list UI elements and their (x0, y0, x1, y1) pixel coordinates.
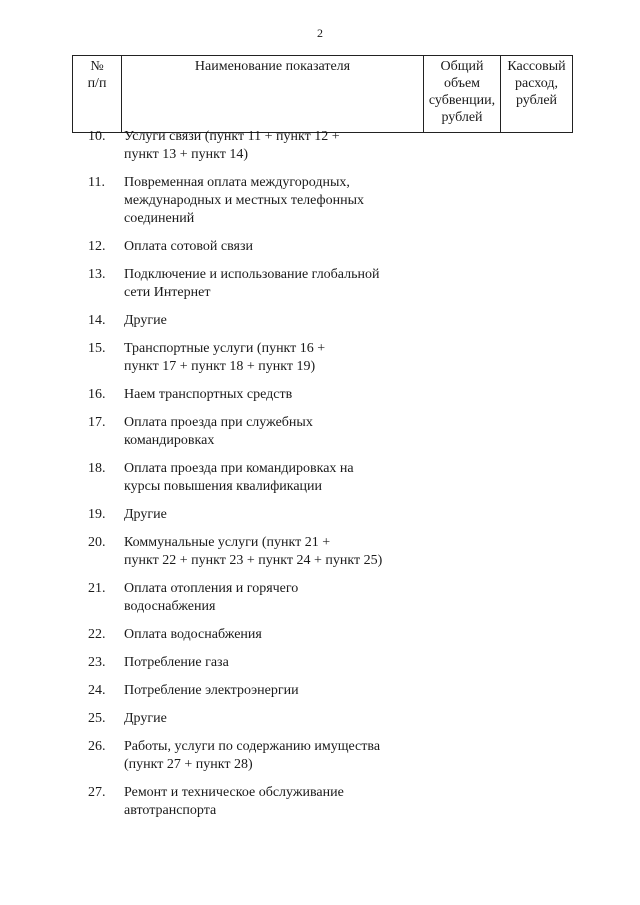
row-number: 18. (88, 461, 106, 476)
row-indicator-name (110, 710, 400, 728)
row-indicator-line: курсы повышения квалификации (124, 479, 323, 494)
header-col-total-subvention: Общий объем субвенции, рублей (424, 56, 501, 133)
row-indicator-line: соединений (124, 211, 195, 226)
row-indicator-line: (пункт 27 + пункт 28) (124, 757, 253, 772)
row-number: 27. (88, 785, 106, 800)
row-number: 20. (88, 535, 106, 550)
row-number: 22. (88, 627, 106, 642)
row-number: 13. (88, 267, 106, 282)
row-number: 25. (88, 711, 106, 726)
row-indicator-line: Другие (124, 711, 167, 726)
table-row (0, 506, 640, 524)
row-number: 16. (88, 387, 106, 402)
row-indicator-line: Оплата отопления и горячего (124, 581, 299, 596)
row-number: 11. (88, 175, 105, 190)
row-indicator-name (110, 784, 400, 820)
row-indicator-line: командировках (124, 433, 215, 448)
row-indicator-line: Потребление электроэнергии (124, 683, 299, 698)
indicator-list (0, 128, 640, 830)
row-indicator-line: Подключение и использование глобальной (124, 267, 380, 282)
row-indicator-name (110, 266, 400, 302)
row-indicator-line: Оплата проезда при командировках на (124, 461, 354, 476)
row-indicator-line: Наем транспортных средств (124, 387, 293, 402)
row-indicator-line: водоснабжения (124, 599, 216, 614)
row-indicator-line: Услуги связи (пункт 11 + пункт 12 + (124, 129, 340, 144)
row-indicator-line: Оплата проезда при служебных (124, 415, 313, 430)
row-indicator-line: Транспортные услуги (пункт 16 + (124, 341, 326, 356)
row-indicator-name (110, 128, 400, 164)
page-number: 2 (317, 26, 323, 40)
row-number: 14. (88, 313, 106, 328)
table-row (0, 414, 640, 450)
row-indicator-name (110, 534, 400, 570)
row-number: 17. (88, 415, 106, 430)
table-row (0, 266, 640, 302)
row-indicator-name (110, 312, 400, 330)
row-indicator-line: сети Интернет (124, 285, 211, 300)
row-indicator-name (110, 386, 400, 404)
table-row (0, 784, 640, 820)
row-indicator-name (110, 506, 400, 524)
row-indicator-line: Другие (124, 313, 167, 328)
row-number: 19. (88, 507, 106, 522)
table-row (0, 460, 640, 496)
row-indicator-name (110, 414, 400, 450)
row-number: 26. (88, 739, 106, 754)
table-row (0, 340, 640, 376)
row-indicator-line: пункт 13 + пункт 14) (124, 147, 248, 162)
row-indicator-name (110, 682, 400, 700)
table-row (0, 682, 640, 700)
row-indicator-line: автотранспорта (124, 803, 217, 818)
row-number: 15. (88, 341, 106, 356)
row-indicator-line: пункт 22 + пункт 23 + пункт 24 + пункт 25) (124, 553, 383, 568)
table-row (0, 738, 640, 774)
row-indicator-line: пункт 17 + пункт 18 + пункт 19) (124, 359, 316, 374)
row-indicator-line: Оплата сотовой связи (124, 239, 254, 254)
table-row (0, 238, 640, 256)
row-indicator-name (110, 580, 400, 616)
row-number: 23. (88, 655, 106, 670)
row-indicator-line: Ремонт и техническое обслуживание (124, 785, 344, 800)
table-row (0, 626, 640, 644)
header-col-number: № п/п (73, 56, 122, 133)
row-indicator-name (110, 460, 400, 496)
row-indicator-name (110, 174, 400, 228)
table-row (0, 174, 640, 228)
table-row (0, 312, 640, 330)
row-indicator-line: Другие (124, 507, 167, 522)
table-row (0, 128, 640, 164)
row-number: 24. (88, 683, 106, 698)
table-row (0, 386, 640, 404)
table-row (0, 534, 640, 570)
table-row (0, 654, 640, 672)
row-number: 12. (88, 239, 106, 254)
header-col-name: Наименование показателя (122, 56, 424, 133)
row-indicator-name (110, 654, 400, 672)
row-indicator-line: международных и местных телефонных (124, 193, 365, 208)
row-indicator-line: Коммунальные услуги (пункт 21 + (124, 535, 331, 550)
table-row (0, 710, 640, 728)
row-indicator-name (110, 340, 400, 376)
row-indicator-line: Повременная оплата междугородных, (124, 175, 350, 190)
header-col-cash-expense: Кассовый расход, рублей (501, 56, 573, 133)
table-header (72, 55, 573, 133)
row-indicator-name (110, 238, 400, 256)
row-number: 21. (88, 581, 106, 596)
row-indicator-name (110, 626, 400, 644)
row-indicator-line: Оплата водоснабжения (124, 627, 262, 642)
table-row (0, 580, 640, 616)
row-number: 10. (88, 129, 106, 144)
row-indicator-name (110, 738, 400, 774)
row-indicator-line: Работы, услуги по содержанию имущества (124, 739, 381, 754)
row-indicator-line: Потребление газа (124, 655, 229, 670)
